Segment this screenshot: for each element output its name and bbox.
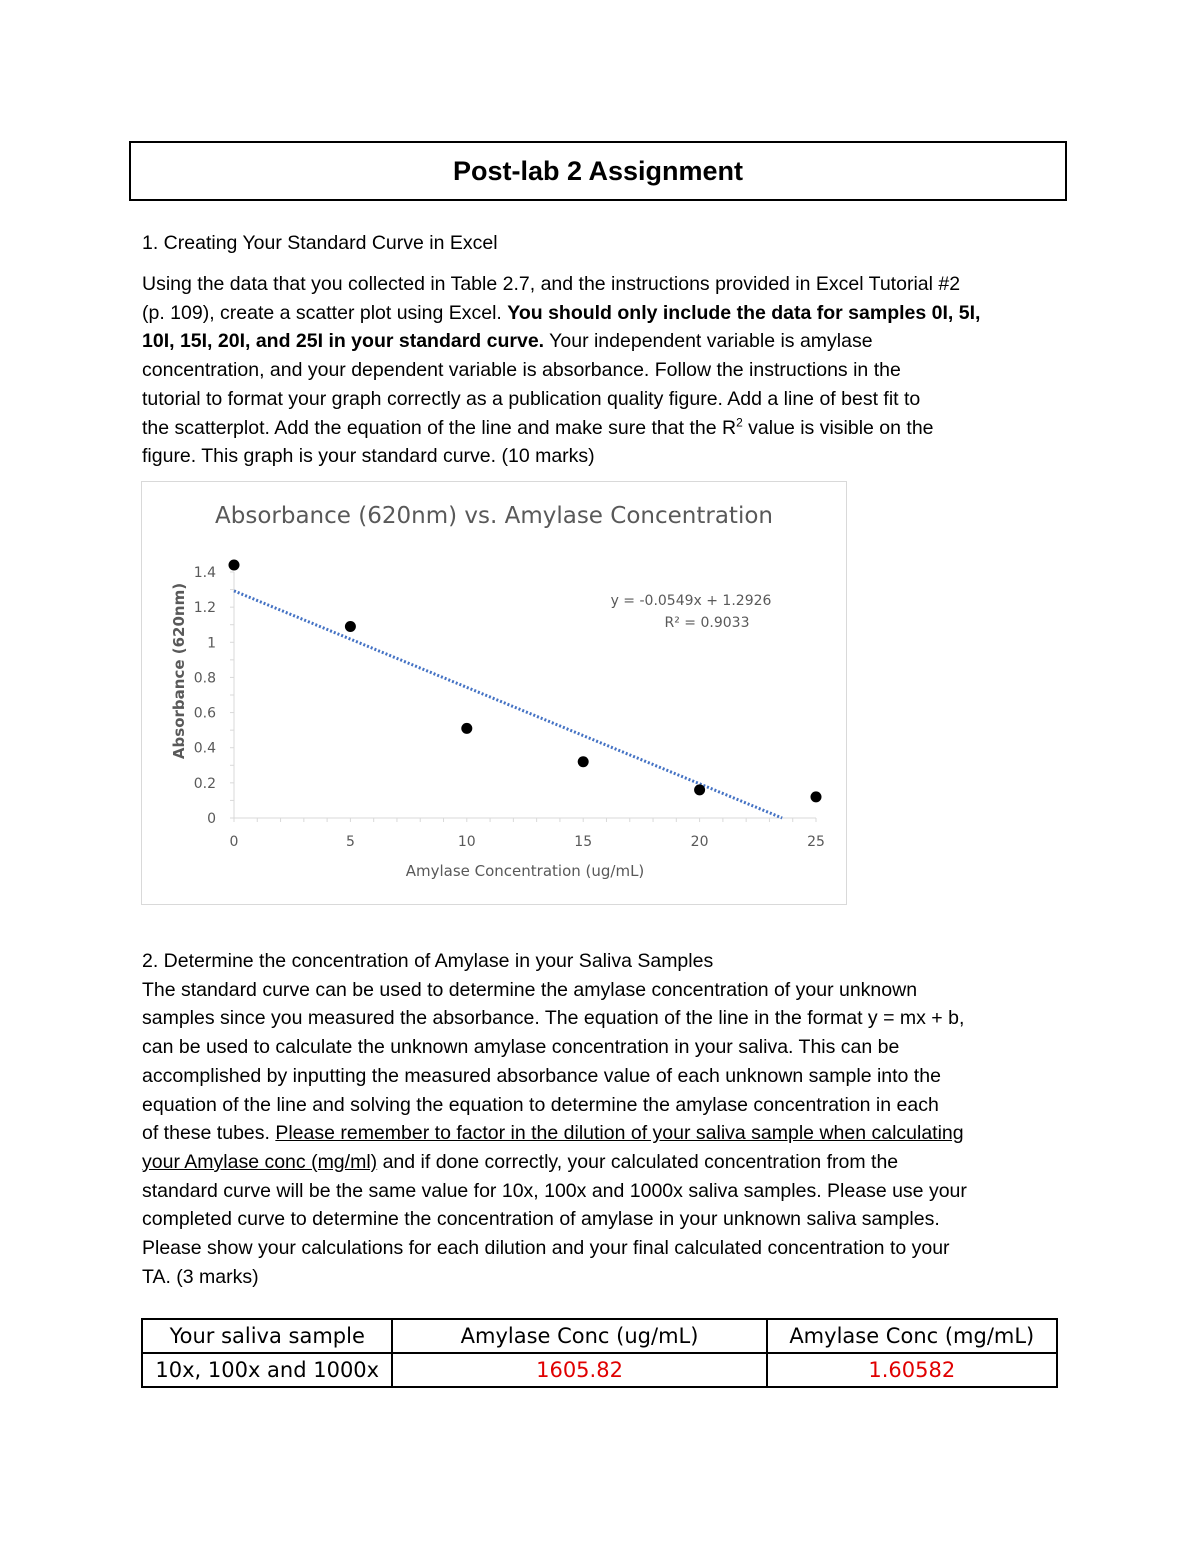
table-header-cell: Amylase Conc (ug/mL) (392, 1319, 766, 1353)
s1-line: (p. 109), create a scatter plot using Excel. You should only include the data for samples 0I, 5I, (142, 301, 981, 324)
s2-line: equation of the line and solving the equation to determine the amylase concentration in each (142, 1093, 939, 1116)
results-table (141, 1318, 1058, 1388)
s1-emphasis: You should only include the data for samples 0I, 5I, (507, 301, 981, 324)
s1-line: figure. This graph is your standard curve. (10 marks) (142, 445, 595, 468)
s2-line: TA. (3 marks) (142, 1265, 259, 1288)
y-tick-label: 0.2 (193, 775, 216, 792)
y-tick-label: 0.6 (193, 705, 216, 722)
s1-line: 10I, 15I, 20I, and 25I in your standard curve. Your independent variable is amylase (142, 330, 873, 353)
section1-body (142, 270, 1062, 471)
y-axis-label: Absorbance (620nm) (170, 582, 188, 760)
x-tick-label: 5 (345, 834, 355, 850)
y-tick-label: 1 (207, 635, 216, 652)
s1-line: the scatterplot. Add the equation of the line and make sure that the $R^2$ value is visible on the (142, 415, 934, 439)
table-header-cell: Amylase Conc (mg/mL) (767, 1319, 1057, 1353)
table-header-cell: Your saliva sample (142, 1319, 392, 1353)
superscript: 2 (736, 415, 743, 430)
x-tick-label: 20 (690, 834, 709, 850)
r2-label: R² = 0.9033 (664, 615, 750, 631)
s2-line: accomplished by inputting the measured absorbance value of each unknown sample into the (142, 1064, 941, 1087)
s1-line: tutorial to format your graph correctly as a publication quality figure. Add a line of best fit to (142, 387, 921, 410)
s2-line: your Amylase conc (mg/ml) and if done correctly, your calculated concentration from the (142, 1150, 899, 1173)
s2-underline: Please remember to factor in the dilution of your saliva sample when calculating (275, 1122, 964, 1145)
table-cell: 10x, 100x and 1000x (142, 1353, 392, 1387)
title-box (129, 141, 1067, 201)
table-cell-ug-value: 1605.82 (392, 1353, 766, 1387)
page-title: Post-lab 2 Assignment (452, 155, 744, 186)
x-tick-label: 0 (229, 834, 239, 850)
x-tick-label: 10 (457, 834, 476, 850)
x-tick-label: 25 (807, 834, 825, 850)
s2-line: standard curve will be the same value for 10x, 100x and 1000x saliva samples. Please use your (142, 1179, 967, 1202)
x-tick-label: 15 (574, 834, 593, 850)
s1-line: Using the data that you collected in Table 2.7, and the instructions provided in Excel Tutorial #2 (142, 273, 961, 295)
data-point (345, 621, 356, 632)
table-cell-mg-value: 1.60582 (767, 1353, 1057, 1387)
table-row (142, 1353, 1057, 1387)
x-axis-label: Amylase Concentration (ug/mL) (405, 862, 645, 880)
y-tick-label: 1.2 (193, 600, 216, 617)
chart-area (141, 481, 847, 905)
data-point (461, 723, 472, 734)
s2-line: completed curve to determine the concentration of amylase in your unknown saliva samples. (142, 1208, 940, 1231)
data-point (578, 756, 589, 767)
y-tick-label: 0.4 (193, 740, 216, 757)
data-point (229, 559, 240, 570)
section1-heading: 1. Creating Your Standard Curve in Excel (142, 232, 498, 254)
s1-line: concentration, and your dependent variable is absorbance. Follow the instructions in the (142, 359, 901, 382)
s2-line: Please show your calculations for each dilution and your final calculated concentration to your (142, 1237, 950, 1260)
section2-heading: 2. Determine the concentration of Amylase in your Saliva Samples (142, 950, 714, 972)
s2-line: samples since you measured the absorbance. The equation of the line in the format y = mx + b, (142, 1007, 965, 1030)
section2 (142, 947, 1062, 1291)
chart-title: Absorbance (620nm) vs. Amylase Concentration (215, 503, 773, 529)
s2-line: The standard curve can be used to determine the amylase concentration of your unknown (142, 978, 918, 1001)
y-tick-label: 0.8 (193, 670, 216, 687)
data-point (811, 791, 822, 802)
y-tick-label: 1.4 (193, 565, 216, 581)
s1-emphasis: 10I, 15I, 20I, and 25I in your standard curve. (142, 330, 545, 353)
s2-underline: your Amylase conc (mg/ml) (142, 1150, 378, 1173)
s2-line: of these tubes. Please remember to factor in the dilution of your saliva sample when calculating (142, 1122, 964, 1145)
table-header-row (142, 1319, 1057, 1353)
equation-label: y = -0.0549x + 1.2926 (610, 593, 772, 609)
s2-line: can be used to calculate the unknown amylase concentration in your saliva. This can be (142, 1036, 900, 1059)
standard-curve-chart (142, 482, 848, 906)
y-tick-label: 0 (207, 811, 216, 827)
data-point (694, 784, 705, 795)
